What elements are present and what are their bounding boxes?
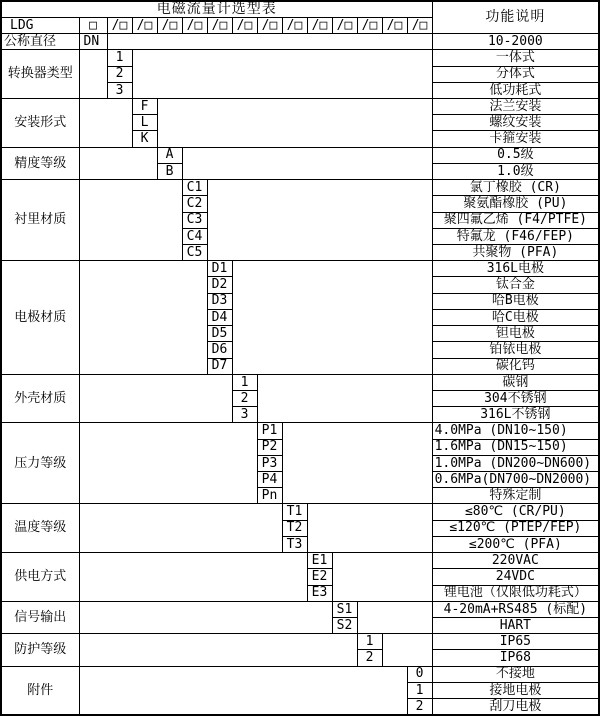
model-code-box: □ <box>79 17 107 33</box>
option-code: B <box>157 163 182 179</box>
function-desc: 特殊定制 <box>432 488 599 504</box>
option-code: K <box>132 131 157 147</box>
function-desc: HART <box>432 618 599 634</box>
function-desc: 24VDC <box>432 569 599 585</box>
spacer-cell <box>382 634 432 666</box>
spacer-cell <box>207 180 432 261</box>
function-desc: 碳化钨 <box>432 358 599 374</box>
option-code: 1 <box>232 374 257 390</box>
function-desc: ≤120℃ (PTEP/FEP) <box>432 520 599 536</box>
spacer-cell <box>79 423 257 504</box>
function-desc: 哈C电极 <box>432 309 599 325</box>
function-desc: 钛合金 <box>432 277 599 293</box>
model-code-box: /□ <box>357 17 382 33</box>
function-desc: 共聚物 (PFA) <box>432 244 599 260</box>
option-code: A <box>157 147 182 163</box>
category-label: 压力等级 <box>1 423 79 504</box>
category-label-diameter: 公称直径 <box>1 34 79 50</box>
option-code: 2 <box>232 390 257 406</box>
spacer-cell <box>257 374 432 423</box>
spacer-cell <box>79 601 332 633</box>
function-desc: 分体式 <box>432 66 599 82</box>
option-code: D4 <box>207 309 232 325</box>
model-code-box: /□ <box>407 17 432 33</box>
model-code-box: /□ <box>257 17 282 33</box>
option-code: D5 <box>207 326 232 342</box>
function-desc: 0.5级 <box>432 147 599 163</box>
function-desc: ≤80℃ (CR/PU) <box>432 504 599 520</box>
function-desc: 法兰安装 <box>432 99 599 115</box>
spacer-cell <box>79 666 407 715</box>
option-code: L <box>132 115 157 131</box>
function-desc: 特氟龙 (F46/FEP) <box>432 228 599 244</box>
option-code: C5 <box>182 244 207 260</box>
model-code-box: /□ <box>157 17 182 33</box>
category-label: 安装形式 <box>1 99 79 148</box>
function-desc: ≤200℃ (PFA) <box>432 536 599 552</box>
spacer-cell <box>107 34 432 50</box>
function-desc: 1.0MPa (DN200~DN600) <box>432 455 599 471</box>
option-code: S2 <box>332 618 357 634</box>
function-desc: 低功耗式 <box>432 82 599 98</box>
category-label: 温度等级 <box>1 504 79 553</box>
option-code: 3 <box>107 82 132 98</box>
option-code: P4 <box>257 472 282 488</box>
category-label: 信号输出 <box>1 601 79 633</box>
model-code-box: /□ <box>207 17 232 33</box>
option-code: C3 <box>182 212 207 228</box>
spacer-cell <box>79 504 282 553</box>
option-code: D3 <box>207 293 232 309</box>
spacer-cell <box>357 601 432 633</box>
function-desc: 铂铱电极 <box>432 342 599 358</box>
function-desc: 哈B电极 <box>432 293 599 309</box>
spacer-cell <box>79 50 107 99</box>
option-code: P2 <box>257 439 282 455</box>
category-label: 衬里材质 <box>1 180 79 261</box>
option-code: DN <box>79 34 107 50</box>
option-code: T2 <box>282 520 307 536</box>
option-code: T1 <box>282 504 307 520</box>
model-code-box: /□ <box>307 17 332 33</box>
model-code-box: /□ <box>332 17 357 33</box>
option-code: 3 <box>232 407 257 423</box>
option-code: D7 <box>207 358 232 374</box>
function-desc: 4.0MPa (DN10~150) <box>432 423 599 439</box>
function-desc: 接地电极 <box>432 682 599 698</box>
function-desc: 316L电极 <box>432 261 599 277</box>
function-desc: 钽电极 <box>432 326 599 342</box>
function-desc: 1.0级 <box>432 163 599 179</box>
function-desc: 聚四氟乙烯 (F4/PTFE) <box>432 212 599 228</box>
option-code: C1 <box>182 180 207 196</box>
option-code: S1 <box>332 601 357 617</box>
model-code-box: /□ <box>382 17 407 33</box>
function-desc: 1.6MPa (DN15~150) <box>432 439 599 455</box>
model-code-box: /□ <box>232 17 257 33</box>
option-code: Pn <box>257 488 282 504</box>
spacer-cell <box>79 374 232 423</box>
option-code: P3 <box>257 455 282 471</box>
function-desc: IP65 <box>432 634 599 650</box>
option-code: E3 <box>307 585 332 601</box>
category-label: 转换器类型 <box>1 50 79 99</box>
option-code: D1 <box>207 261 232 277</box>
model-code-box: /□ <box>182 17 207 33</box>
category-label: 电极材质 <box>1 261 79 375</box>
category-label: 精度等级 <box>1 147 79 179</box>
function-desc: 锂电池（仅限低功耗式） <box>432 585 599 601</box>
option-code: 1 <box>407 682 432 698</box>
option-code: E1 <box>307 553 332 569</box>
model-code-box: /□ <box>282 17 307 33</box>
selection-table-body <box>1 1 599 715</box>
option-code: 2 <box>357 650 382 666</box>
function-desc: 碳钢 <box>432 374 599 390</box>
spacer-cell <box>79 553 307 602</box>
function-desc: 聚氨酯橡胶 (PU) <box>432 196 599 212</box>
option-code: P1 <box>257 423 282 439</box>
option-code: 2 <box>407 699 432 715</box>
function-desc: 一体式 <box>432 50 599 66</box>
model-code-box: /□ <box>107 17 132 33</box>
model-prefix-label: LDG <box>1 17 79 33</box>
function-column-header: 功能说明 <box>432 1 599 34</box>
option-code: E2 <box>307 569 332 585</box>
function-desc: 卡箍安装 <box>432 131 599 147</box>
option-code: D2 <box>207 277 232 293</box>
option-code: D6 <box>207 342 232 358</box>
function-desc: 220VAC <box>432 553 599 569</box>
spacer-cell <box>157 99 432 148</box>
function-desc: 不接地 <box>432 666 599 682</box>
option-code: F <box>132 99 157 115</box>
option-code: T3 <box>282 536 307 552</box>
option-code: C4 <box>182 228 207 244</box>
function-desc: 10-2000 <box>432 34 599 50</box>
function-desc: 0.6MPa(DN700~DN2000) <box>432 472 599 488</box>
function-desc: 304不锈钢 <box>432 390 599 406</box>
spacer-cell <box>182 147 432 179</box>
function-desc: 4-20mA+RS485 (标配) <box>432 601 599 617</box>
function-desc: 316L不锈钢 <box>432 407 599 423</box>
option-code: 1 <box>357 634 382 650</box>
spacer-cell <box>132 50 432 99</box>
function-desc: 氯丁橡胶 (CR) <box>432 180 599 196</box>
function-desc: 螺纹安装 <box>432 115 599 131</box>
category-label: 附件 <box>1 666 79 715</box>
spacer-cell <box>232 261 432 375</box>
table-title: 电磁流量计选型表 <box>1 1 432 17</box>
spacer-cell <box>79 261 207 375</box>
category-label: 外壳材质 <box>1 374 79 423</box>
spacer-cell <box>79 147 157 179</box>
category-label: 供电方式 <box>1 553 79 602</box>
spacer-cell <box>282 423 432 504</box>
model-code-box: /□ <box>132 17 157 33</box>
function-desc: 刮刀电极 <box>432 699 599 715</box>
spacer-cell <box>79 634 357 666</box>
spacer-cell <box>79 99 132 148</box>
option-code: 1 <box>107 50 132 66</box>
category-label: 防护等级 <box>1 634 79 666</box>
option-code: C2 <box>182 196 207 212</box>
option-code: 2 <box>107 66 132 82</box>
option-code: 0 <box>407 666 432 682</box>
spacer-cell <box>79 180 182 261</box>
spacer-cell <box>307 504 432 553</box>
function-desc: IP68 <box>432 650 599 666</box>
spacer-cell <box>332 553 432 602</box>
